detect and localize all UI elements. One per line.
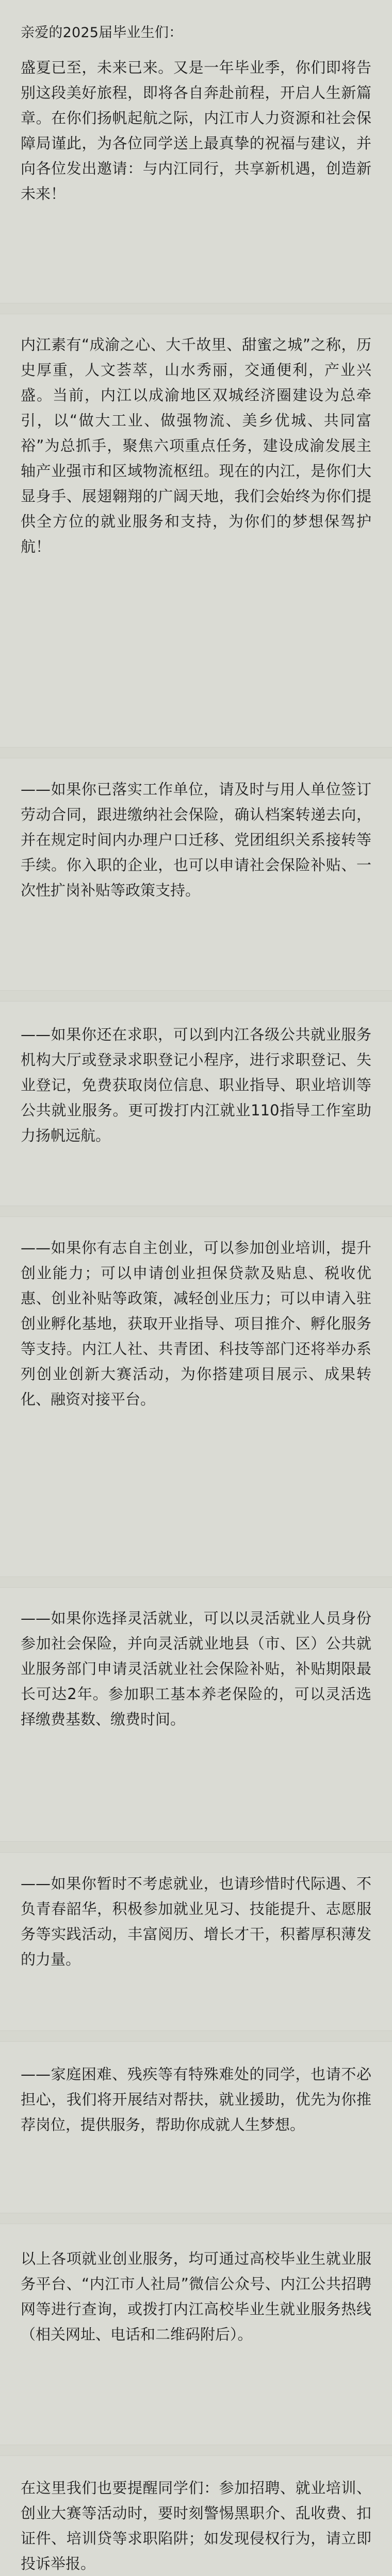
section-intro — [21, 55, 371, 207]
divider — [0, 2445, 392, 2456]
greeting: 亲爱的2025届毕业生们： — [21, 25, 183, 41]
section-startup — [21, 1235, 371, 1412]
section-text: 内江素有“成渝之心、大千故里、甜蜜之城”之称，历史厚重，人文荟萃，山水秀丽，交通便利，产业兴盛。当前，内江以成渝地区双城经济圈建设为总牵引，以“做大工业、做强物流、美乡优城、共同富裕”为总抓手，聚焦六项重点任务，建设成渝发展主轴产业强市和区域物流枢纽。现在的内江，是你们大显身手、展翅翱翔的广阔天地，我们会始终为你们提供全方位的就业服务和支持，为你们的梦想保驾护航！ — [21, 336, 371, 555]
section-text: ——如果你暂时不考虑就业，也请珍惜时代际遇、不负青春韶华，积极参加就业见习、技能提升、志愿服务等实践活动，丰富阅历、增长才干，积蓄厚积薄发的力量。 — [21, 1875, 371, 1968]
section-text: ——如果你选择灵活就业，可以以灵活就业人员身份参加社会保险，并向灵活就业地县（市、区）公共就业服务部门申请灵活就业社会保险补贴，补贴期限最长可达2年。参加职工基本养老保险的，可以灵活选择缴费基数、缴费时间。 — [21, 1609, 371, 1728]
section-hardship — [21, 2062, 371, 2138]
divider — [0, 1841, 392, 1853]
divider — [0, 747, 392, 758]
section-text: 盛夏已至，未来已来。又是一年毕业季，你们即将告别这段美好旅程，即将各自奔赴前程，开启人生新篇章。在你们扬帆起航之际，内江市人力资源和社会保障局谨此，为各位同学送上最真挚的祝福与建议，并向各位发出邀请：与内江同行，共享新机遇，创造新未来！ — [21, 59, 371, 202]
section-text: 以上各项就业创业服务，均可通过高校毕业生就业服务平台、“内江市人社局”微信公众号、内江公共招聘网等进行查询，或拨打内江高校毕业生就业服务热线（相关网址、电话和二维码附后）。 — [21, 2250, 371, 2343]
divider — [0, 303, 392, 314]
section-text: 在这里我们也要提醒同学们：参加招聘、就业培训、创业大赛等活动时，要时刻警惕黑职介、乱收费、扣证件、培训贷等求职陷阱；如发现侵权行为，请立即投诉举报。 — [21, 2479, 371, 2572]
section-text: ——如果你有志自主创业，可以参加创业培训，提升创业能力；可以申请创业担保贷款及贴息、税收优惠、创业补贴等政策，减轻创业压力；可以申请入驻创业孵化基地，获取开业指导、项目推介、孵化服务等支持。内江人社、共青团、科技等部门还将举办系列创业创新大赛活动，为你搭建项目展示、成果转化、融资对接平台。 — [21, 1239, 371, 1408]
section-seeking — [21, 1022, 371, 1148]
section-flexible — [21, 1606, 371, 1732]
section-text: ——如果你已落实工作单位，请及时与用人单位签订劳动合同，跟进缴纳社会保险，确认档案转递去向，并在规定时间内办理户口迁移、党团组织关系接转等手续。你入职的企业，也可以申请社会保险补贴、一次性扩岗补贴等政策支持。 — [21, 781, 371, 899]
section-about — [21, 332, 371, 560]
divider — [0, 1577, 392, 1588]
section-contact — [21, 2246, 371, 2347]
section-warning — [21, 2476, 371, 2576]
section-notyet — [21, 1871, 371, 1972]
divider — [0, 990, 392, 1002]
divider — [0, 1206, 392, 1217]
section-employed — [21, 777, 371, 903]
section-text: ——如果你还在求职，可以到内江各级公共就业服务机构大厅或登录求职登记小程序，进行求职登记、失业登记，免费获取岗位信息、职业指导、职业培训等公共就业服务。更可拨打内江就业110指导工作室助力扬帆远航。 — [21, 1026, 371, 1144]
section-text: ——家庭困难、残疾等有特殊难处的同学，也请不必担心，我们将开展结对帮扶，就业援助，优先为你推荐岗位，提供服务，帮助你成就人生梦想。 — [21, 2065, 371, 2133]
divider — [0, 2030, 392, 2042]
divider — [0, 2213, 392, 2224]
